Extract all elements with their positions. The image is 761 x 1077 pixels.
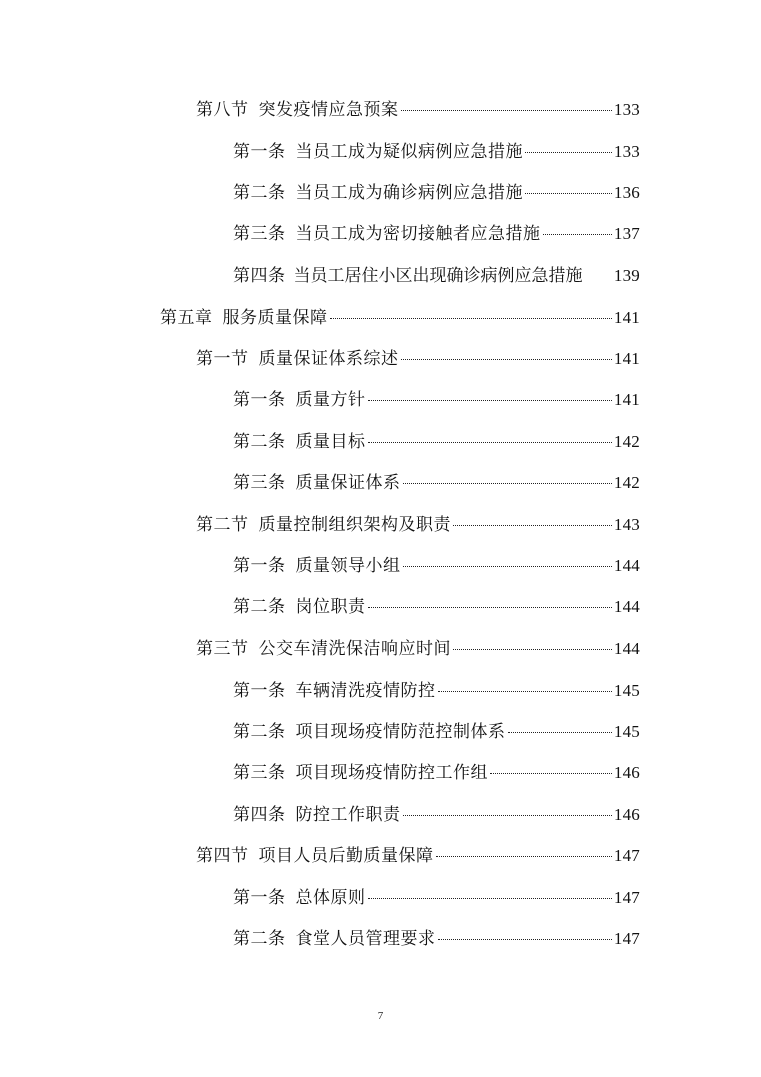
toc-entry-page: 144 xyxy=(613,639,640,658)
toc-entry-article[interactable] xyxy=(233,263,640,289)
toc-entry-title: 质量控制组织架构及职责 xyxy=(258,515,451,535)
toc-dot-leader xyxy=(453,524,612,526)
toc-entry-title: 当员工居住小区出现确诊病例应急措施 xyxy=(293,266,583,286)
toc-entry-title: 质量方针 xyxy=(295,390,366,410)
toc-entry-article[interactable] xyxy=(233,802,640,828)
toc-entry-label: 第四节 xyxy=(196,846,249,866)
toc-entry-label: 第四条 xyxy=(233,266,286,286)
toc-entry-title: 公交车清洗保洁响应时间 xyxy=(258,639,451,659)
toc-entry-label: 第一条 xyxy=(233,142,286,162)
toc-dot-leader xyxy=(525,192,612,194)
toc-dot-leader xyxy=(525,151,612,153)
toc-entry-article[interactable] xyxy=(233,387,640,413)
toc-entry-section[interactable] xyxy=(196,636,640,662)
toc-entry-section[interactable] xyxy=(196,346,640,372)
toc-entry-chapter[interactable] xyxy=(160,305,640,331)
toc-entry-page: 147 xyxy=(613,929,640,948)
toc-entry-page: 144 xyxy=(613,597,640,616)
toc-entry-title: 当员工成为密切接触者应急措施 xyxy=(295,224,541,244)
toc-dot-leader xyxy=(403,482,612,484)
toc-entry-page: 144 xyxy=(613,556,640,575)
toc-entry-title: 总体原则 xyxy=(295,888,366,908)
toc-entry-label: 第二条 xyxy=(233,183,286,203)
toc-entry-title: 车辆清洗疫情防控 xyxy=(295,681,436,701)
toc-entry-page: 142 xyxy=(613,473,640,492)
toc-entry-label: 第二节 xyxy=(196,515,249,535)
toc-entry-page: 145 xyxy=(613,722,640,741)
toc-entry-title: 项目现场疫情防控工作组 xyxy=(295,763,488,783)
toc-entry-label: 第二条 xyxy=(233,929,286,949)
toc-entry-title: 突发疫情应急预案 xyxy=(258,100,399,120)
toc-dot-leader xyxy=(368,399,612,401)
toc-entry-title: 当员工成为疑似病例应急措施 xyxy=(295,142,523,162)
toc-entry-label: 第二条 xyxy=(233,722,286,742)
toc-entry-article[interactable] xyxy=(233,221,640,247)
toc-dot-leader xyxy=(368,441,612,443)
toc-dot-leader xyxy=(438,938,612,940)
toc-entry-page: 142 xyxy=(613,432,640,451)
toc-entry-title: 项目现场疫情防范控制体系 xyxy=(295,722,506,742)
toc-entry-label: 第八节 xyxy=(196,100,249,120)
toc-entry-label: 第一条 xyxy=(233,888,286,908)
toc-entry-title: 质量保证体系 xyxy=(295,473,401,493)
toc-entry-label: 第三节 xyxy=(196,639,249,659)
toc-entry-label: 第二条 xyxy=(233,597,286,617)
toc-dot-leader xyxy=(401,358,612,360)
toc-dot-leader xyxy=(403,565,612,567)
toc-entry-page: 147 xyxy=(613,888,640,907)
toc-entry-page: 133 xyxy=(613,142,640,161)
toc-dot-leader xyxy=(436,855,612,857)
toc-entry-page: 146 xyxy=(613,763,640,782)
toc-entry-section[interactable] xyxy=(196,843,640,869)
toc-dot-leader xyxy=(401,109,612,111)
toc-entry-article[interactable] xyxy=(233,760,640,786)
toc-entry-title: 当员工成为确诊病例应急措施 xyxy=(295,183,523,203)
toc-entry-article[interactable] xyxy=(233,470,640,496)
toc-entry-section[interactable] xyxy=(196,97,640,123)
toc-entry-title: 质量领导小组 xyxy=(295,556,401,576)
toc-entry-title: 项目人员后勤质量保障 xyxy=(258,846,434,866)
toc-entry-article[interactable] xyxy=(233,719,640,745)
toc-entry-label: 第二条 xyxy=(233,432,286,452)
toc-entry-page: 141 xyxy=(613,308,640,327)
toc-entry-article[interactable] xyxy=(233,678,640,704)
toc-dot-leader xyxy=(368,897,612,899)
toc-dot-leader xyxy=(583,276,614,277)
toc-entry-page: 139 xyxy=(613,266,640,285)
toc-dot-leader xyxy=(368,606,612,608)
toc-entry-article[interactable] xyxy=(233,180,640,206)
toc-entry-title: 质量保证体系综述 xyxy=(258,349,399,369)
toc-entry-label: 第三条 xyxy=(233,224,286,244)
toc-dot-leader xyxy=(453,648,612,650)
page-number: 7 xyxy=(377,1010,384,1022)
toc-entry-title: 服务质量保障 xyxy=(222,308,328,328)
toc-entry-article[interactable] xyxy=(233,926,640,952)
toc-entry-page: 137 xyxy=(613,224,640,243)
toc-dot-leader xyxy=(543,233,612,235)
toc-entry-title: 食堂人员管理要求 xyxy=(295,929,436,949)
toc-entry-article[interactable] xyxy=(233,553,640,579)
toc-dot-leader xyxy=(438,690,612,692)
toc-entry-page: 136 xyxy=(613,183,640,202)
toc-entry-label: 第四条 xyxy=(233,805,286,825)
toc-entry-article[interactable] xyxy=(233,429,640,455)
toc-entry-title: 防控工作职责 xyxy=(295,805,401,825)
toc-entry-label: 第一条 xyxy=(233,681,286,701)
toc-entry-label: 第一条 xyxy=(233,390,286,410)
toc-entry-page: 147 xyxy=(613,846,640,865)
toc-dot-leader xyxy=(508,731,612,733)
toc-entry-page: 145 xyxy=(613,681,640,700)
toc-dot-leader xyxy=(330,317,612,319)
toc-entry-page: 141 xyxy=(613,390,640,409)
toc-entry-section[interactable] xyxy=(196,512,640,538)
toc-entry-article[interactable] xyxy=(233,139,640,165)
toc-entry-title: 岗位职责 xyxy=(295,597,366,617)
toc-entry-title: 质量目标 xyxy=(295,432,366,452)
toc-entry-article[interactable] xyxy=(233,594,640,620)
toc-entry-page: 143 xyxy=(613,515,640,534)
toc-entry-page: 146 xyxy=(613,805,640,824)
toc-entry-label: 第一节 xyxy=(196,349,249,369)
toc-dot-leader xyxy=(403,814,612,816)
toc-entry-label: 第三条 xyxy=(233,473,286,493)
toc-entry-label: 第一条 xyxy=(233,556,286,576)
toc-entry-label: 第五章 xyxy=(160,308,213,328)
toc-entry-page: 133 xyxy=(613,100,640,119)
toc-entry-label: 第三条 xyxy=(233,763,286,783)
toc-entry-article[interactable] xyxy=(233,885,640,911)
toc-entry-page: 141 xyxy=(613,349,640,368)
toc-dot-leader xyxy=(490,772,612,774)
